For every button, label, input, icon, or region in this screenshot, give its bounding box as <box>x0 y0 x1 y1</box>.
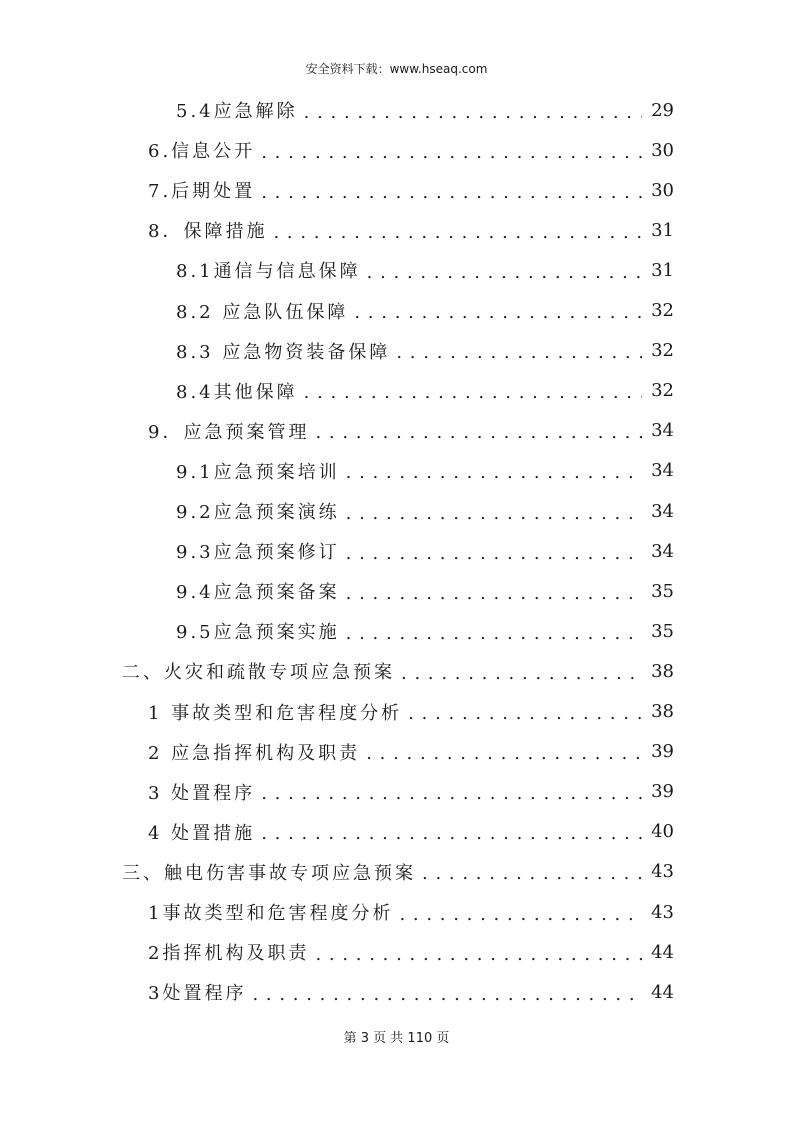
page-footer: 第 3 页 共 110 页 <box>343 1031 450 1046</box>
toc-leader-dots <box>315 422 642 443</box>
toc-entry-page-number: 29 <box>651 99 674 121</box>
toc-entry-page-number: 34 <box>651 540 674 562</box>
toc-leader-dots <box>346 623 642 644</box>
toc-entry-page-number: 31 <box>651 259 674 281</box>
toc-entry-title: 三、触电伤害事故专项应急预案 <box>122 862 416 884</box>
toc-entry[interactable] <box>148 411 674 451</box>
toc-entry-page-number: 34 <box>651 460 674 482</box>
toc-leader-dots <box>261 142 642 163</box>
toc-entry[interactable] <box>148 692 674 732</box>
toc-entry-title: 二、火灾和疏散专项应急预案 <box>122 662 395 684</box>
toc-entry[interactable] <box>148 170 674 210</box>
toc-entry[interactable] <box>176 250 674 290</box>
toc-leader-dots <box>346 583 642 604</box>
toc-entry-title: 2 应急指挥机构及职责 <box>148 742 361 764</box>
toc-entry-title: 2指挥机构及职责 <box>148 943 310 965</box>
toc-leader-dots <box>367 262 642 283</box>
toc-entry-page-number: 39 <box>651 781 674 803</box>
toc-leader-dots <box>273 222 642 243</box>
toc-leader-dots <box>346 503 642 524</box>
toc-entry-page-number: 32 <box>651 380 674 402</box>
toc-entry-title: 3处置程序 <box>148 983 247 1005</box>
toc-entry-title: 4 处置措施 <box>148 822 256 844</box>
toc-entry-page-number: 44 <box>651 941 674 963</box>
toc-entry[interactable] <box>176 331 674 371</box>
toc-entry-title: 3 处置程序 <box>148 782 256 804</box>
toc-entry-title: 1 事故类型和危害程度分析 <box>148 702 403 724</box>
toc-entry-title: 8.3 应急物资装备保障 <box>176 341 391 363</box>
toc-entry[interactable] <box>122 852 674 892</box>
toc-entry-title: 8．保障措施 <box>148 221 268 243</box>
toc-entry-title: 1事故类型和危害程度分析 <box>148 903 394 924</box>
toc-entry-title: 9.4应急预案备案 <box>176 582 340 604</box>
toc-leader-dots <box>399 904 642 925</box>
toc-leader-dots <box>346 543 642 564</box>
page-header: 安全资料下载：www.hseaq.com <box>305 62 488 76</box>
toc-leader-dots <box>304 382 642 403</box>
toc-leader-dots <box>366 743 642 764</box>
toc-entry-page-number: 34 <box>651 500 674 522</box>
toc-entry-page-number: 35 <box>651 620 674 642</box>
toc-entry-page-number: 35 <box>651 580 674 602</box>
toc-entry[interactable] <box>148 812 674 852</box>
toc-entry-page-number: 39 <box>651 741 674 763</box>
toc-entry-title: 5.4应急解除 <box>176 101 298 122</box>
toc-leader-dots <box>315 944 642 965</box>
toc-entry[interactable] <box>176 451 674 491</box>
toc-entry[interactable] <box>148 210 674 250</box>
toc-entry-page-number: 32 <box>651 340 674 362</box>
toc-entry[interactable] <box>176 611 674 651</box>
toc-entry-title: 9.2应急预案演练 <box>176 502 340 523</box>
toc-entry-title: 7.后期处置 <box>148 181 256 203</box>
toc-entry-title: 8.2 应急队伍保障 <box>176 301 349 323</box>
toc-entry[interactable] <box>176 531 674 571</box>
toc-entry-title: 9．应急预案管理 <box>148 421 310 443</box>
toc-entry[interactable] <box>176 371 674 411</box>
toc-entry[interactable] <box>148 972 674 1012</box>
toc-leader-dots <box>304 102 642 123</box>
toc-entry-title: 6.信息公开 <box>148 141 256 163</box>
toc-entry-title: 8.1通信与信息保障 <box>176 261 361 283</box>
toc-entry-page-number: 43 <box>651 861 674 883</box>
toc-leader-dots <box>261 182 642 203</box>
toc-entry-page-number: 43 <box>651 901 674 923</box>
toc-entry[interactable] <box>176 90 674 130</box>
toc-entry[interactable] <box>176 491 674 531</box>
toc-leader-dots <box>396 342 642 363</box>
toc-entry-title: 9.3应急预案修订 <box>176 542 340 564</box>
toc-leader-dots <box>422 863 642 884</box>
toc-entry-page-number: 38 <box>651 701 674 722</box>
toc-leader-dots <box>401 663 642 684</box>
toc-entry-title: 9.1应急预案培训 <box>176 461 340 483</box>
toc-entry[interactable] <box>148 732 674 772</box>
toc-entry-page-number: 40 <box>651 821 674 843</box>
toc-entry-title: 9.5应急预案实施 <box>176 622 340 644</box>
toc-entry-page-number: 31 <box>651 219 674 241</box>
toc-entry-page-number: 30 <box>651 179 674 201</box>
toc-leader-dots <box>354 302 642 323</box>
toc-entry[interactable] <box>148 130 674 170</box>
toc-entry[interactable] <box>176 571 674 611</box>
toc-entry[interactable] <box>148 892 674 932</box>
toc-leader-dots <box>408 703 642 724</box>
toc-leader-dots <box>261 783 642 804</box>
toc-entry[interactable] <box>148 772 674 812</box>
toc-entry-title: 8.4其他保障 <box>176 381 298 403</box>
toc-entry-page-number: 38 <box>651 660 674 682</box>
toc-entry-page-number: 32 <box>651 300 674 321</box>
toc-leader-dots <box>252 984 642 1005</box>
toc-entry-page-number: 44 <box>651 981 674 1003</box>
toc-entry-page-number: 34 <box>651 420 674 442</box>
toc-leader-dots <box>346 462 642 483</box>
toc-leader-dots <box>261 823 642 844</box>
toc-entry-page-number: 30 <box>651 139 674 161</box>
toc-entry[interactable] <box>176 291 674 331</box>
toc-entry[interactable] <box>148 932 674 972</box>
toc-entry[interactable] <box>122 651 674 691</box>
